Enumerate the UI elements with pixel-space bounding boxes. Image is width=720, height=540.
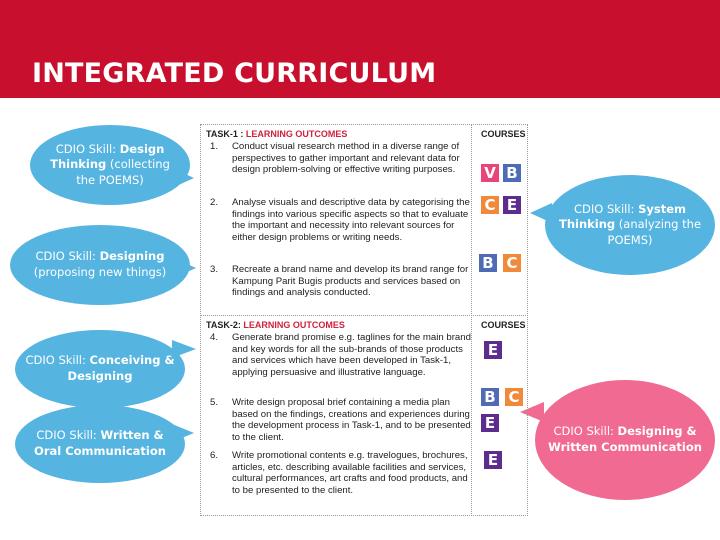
bubble-designing-written: CDIO Skill: Designing & Written Communication (535, 380, 715, 500)
slide-title: INTEGRATED CURRICULUM (32, 58, 437, 89)
bubble-system-thinking: CDIO Skill: System Thinking (analyzing the POEMS) (545, 175, 715, 275)
header-band (0, 0, 720, 98)
course-badge: B (481, 388, 499, 406)
task2-heading: TASK-2: LEARNING OUTCOMES (206, 320, 345, 330)
bubble-conceiving: CDIO Skill: Conceiving & Designing (15, 330, 185, 408)
bubble-tail (174, 258, 196, 278)
bubble-tail (172, 168, 194, 188)
course-badge: B (503, 164, 521, 182)
course-badge: C (503, 254, 521, 272)
task2-courses-heading: COURSES (481, 320, 526, 330)
bubble-tail (172, 424, 194, 442)
bubble-designing: CDIO Skill: Designing (proposing new things) (10, 225, 190, 305)
course-badge: E (481, 414, 499, 432)
bubble-written-oral: CDIO Skill: Written & Oral Communication (15, 405, 185, 483)
course-badge: V (481, 164, 499, 182)
course-badge: E (503, 196, 521, 214)
bubble-design-thinking: CDIO Skill: Design Thinking (collecting the POEMS) (30, 125, 190, 205)
bubble-tail (172, 340, 196, 358)
course-badge: C (481, 196, 499, 214)
course-badge: C (505, 388, 523, 406)
row-divider (200, 315, 528, 316)
task1-courses-heading: COURSES (481, 129, 526, 139)
course-badge: B (479, 254, 497, 272)
task1-heading: TASK-1 : LEARNING OUTCOMES (206, 129, 348, 139)
course-badge: E (484, 341, 502, 359)
course-badge: E (484, 451, 502, 469)
